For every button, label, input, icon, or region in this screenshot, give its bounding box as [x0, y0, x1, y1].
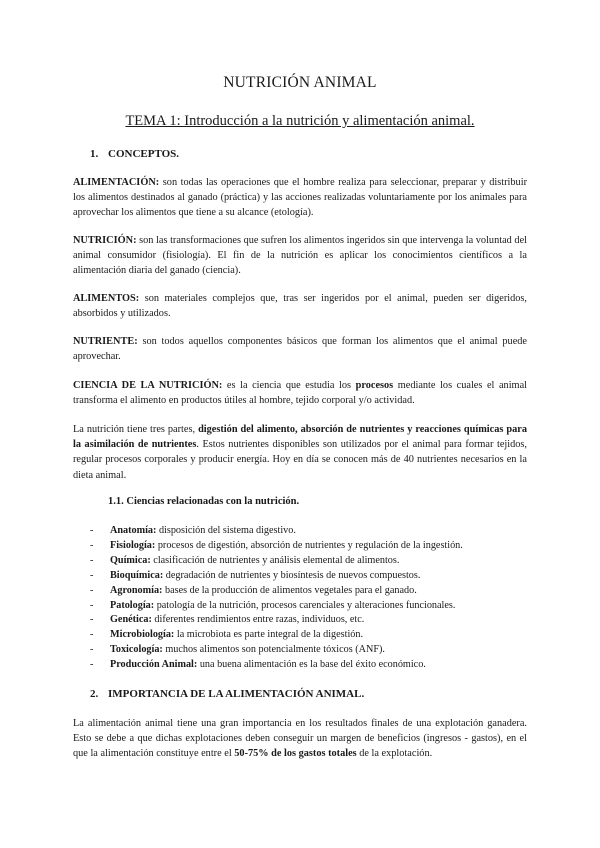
- science-description: diferentes rendimientos entre razas, individuos, etc.: [151, 614, 365, 626]
- science-name: Microbiología:: [110, 629, 175, 641]
- science-name: Toxicología:: [110, 644, 163, 656]
- definition-term: NUTRIENTE:: [73, 336, 138, 347]
- section-2-title: IMPORTANCIA DE LA ALIMENTACIÓN ANIMAL.: [108, 688, 365, 700]
- science-name: Bioquímica:: [110, 569, 164, 581]
- list-dash: -: [90, 584, 94, 596]
- bold-phrase: 50-75% de los gastos totales: [234, 748, 357, 760]
- science-name: Anatomía:: [110, 525, 157, 536]
- definition-alimentacion: [73, 175, 527, 221]
- science-name: Química:: [110, 554, 151, 566]
- definition-text: son todas las operaciones que el hombre realiza para seleccionar, preparar y distribuir los alimentos destinados al ganado (práctica) y las acciones realizadas voluntariamente por los animales para aprovechar los alimentos que tiene a su alcance (etología).: [73, 177, 527, 219]
- definition-text: es la ciencia que estudia los: [222, 380, 356, 391]
- science-description: disposición del sistema digestivo.: [156, 525, 296, 536]
- related-sciences-list: [90, 524, 530, 673]
- definition-text: son todos aquellos componentes básicos que forman los alimentos que el animal puede aprovechar.: [73, 336, 527, 363]
- list-item: [90, 569, 530, 584]
- science-description: clasificación de nutrientes y análisis elemental de alimentos.: [150, 554, 400, 566]
- list-dash: -: [90, 629, 94, 641]
- science-description: patología de la nutrición, procesos carenciales y alteraciones funcionales.: [154, 599, 456, 611]
- list-dash: -: [90, 644, 94, 656]
- definition-ciencia-nutricion: [73, 378, 527, 408]
- science-name: Fisiología:: [110, 539, 156, 551]
- science-description: una buena alimentación es la base del éxito económico.: [197, 659, 426, 671]
- definition-nutriente: [73, 334, 527, 364]
- tema-heading: TEMA 1: Introducción a la nutrición y alimentación animal.: [125, 113, 475, 129]
- list-item: [90, 584, 530, 599]
- subsection-1-1-heading: 1.1. Ciencias relacionadas con la nutrición.: [108, 496, 300, 507]
- definition-term: CIENCIA DE LA NUTRICIÓN:: [73, 380, 223, 391]
- section-1-title: CONCEPTOS.: [108, 148, 180, 160]
- list-dash: -: [90, 614, 94, 626]
- definition-term: ALIMENTACIÓN:: [73, 177, 160, 188]
- science-description: bases de la producción de alimentos vegetales para el ganado.: [162, 584, 417, 596]
- science-description: la microbiota es parte integral de la digestión.: [174, 629, 364, 641]
- paragraph-text: . Estos nutrientes disponibles son utilizados por el animal para formar tejidos, regular procesos corporales y producir energía. Hoy en día se conocen más de 40 nutrientes necesarios en la dieta animal.: [73, 439, 527, 481]
- science-description: muchos alimentos son potencialmente tóxicos (ANF).: [162, 644, 385, 656]
- definition-text: son las transformaciones que sufren los alimentos ingeridos sin que intervenga la voluntad del animal consumidor (fisiología). El fin de la nutrición es aplicar los conocimientos científicos a la alimentación diaria del ganado (ciencia).: [73, 235, 527, 277]
- bold-phrase: digestión del alimento, absorción de nutrientes y reacciones químicas para la asimilación de nutrientes: [73, 424, 527, 451]
- science-name: Genética:: [110, 614, 152, 626]
- document-title: NUTRICIÓN ANIMAL: [223, 74, 377, 91]
- science-description: procesos de digestión, absorción de nutrientes y regulación de la ingestión.: [155, 539, 463, 551]
- science-name: Producción Animal:: [110, 659, 198, 671]
- list-dash: -: [90, 525, 94, 536]
- list-dash: -: [90, 554, 94, 566]
- definition-text: son materiales complejos que, tras ser ingeridos por el animal, pueden ser digeridos, absorbidos y utilizados.: [73, 293, 527, 320]
- list-item: [90, 524, 530, 539]
- bold-word: procesos: [355, 380, 394, 391]
- definition-nutricion: [73, 233, 527, 279]
- definition-term: NUTRICIÓN:: [73, 235, 137, 246]
- list-item: [90, 658, 530, 673]
- definition-text: mediante los cuales el animal transforma el alimento en productos útiles al hombre, tejido corporal y/o actividad.: [73, 380, 527, 407]
- science-name: Patología:: [110, 599, 155, 611]
- nutrition-parts-paragraph: [73, 422, 527, 483]
- list-dash: -: [90, 599, 94, 611]
- paragraph-text: La alimentación animal tiene una gran importancia en los resultados finales de una explotación ganadera. Esto se debe a que dichas explotaciones deben conseguir un margen de beneficios (ingresos - gastos), en el que la alimentación constituye entre el: [73, 718, 527, 760]
- list-item: [90, 554, 530, 569]
- list-dash: -: [90, 659, 94, 671]
- list-item: [90, 599, 530, 614]
- list-item: [90, 628, 530, 643]
- list-item: [90, 613, 530, 628]
- science-name: Agronomía:: [110, 584, 163, 596]
- section-2-number: 2.: [90, 688, 99, 700]
- list-dash: -: [90, 539, 94, 551]
- paragraph-text: de la explotación.: [356, 748, 433, 760]
- list-item: [90, 643, 530, 658]
- importance-paragraph: [73, 716, 527, 762]
- definition-term: ALIMENTOS:: [73, 293, 140, 304]
- section-2-heading: [90, 688, 364, 700]
- paragraph-text: La nutrición tiene tres partes,: [73, 424, 199, 435]
- science-description: degradación de nutrientes y biosíntesis de nuevos compuestos.: [163, 569, 421, 581]
- section-1-number: 1.: [90, 148, 99, 160]
- section-1-heading: [90, 148, 179, 160]
- list-item: [90, 539, 530, 554]
- list-dash: -: [90, 569, 94, 581]
- definition-alimentos: [73, 291, 527, 321]
